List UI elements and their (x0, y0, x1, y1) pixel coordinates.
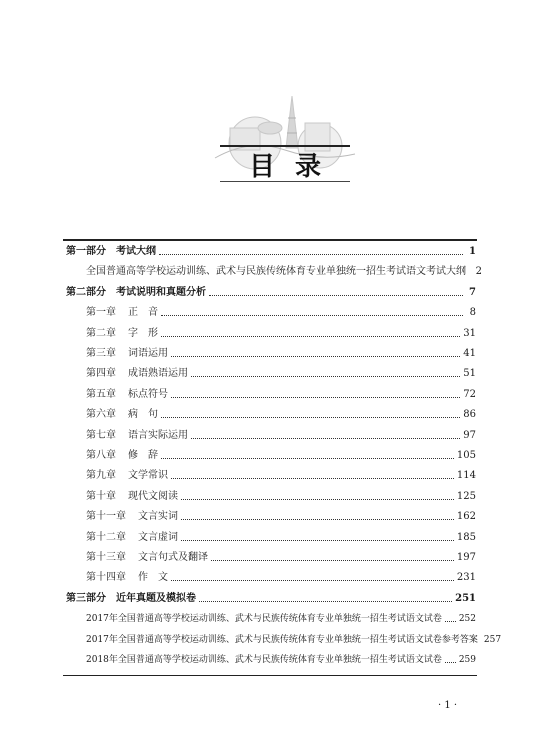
toc-entry-label: 第二章 (86, 327, 116, 339)
toc-entry[interactable] (86, 325, 476, 343)
toc-entry[interactable] (86, 345, 476, 363)
toc-entry[interactable] (86, 304, 476, 322)
toc-page-number: 2 (475, 266, 482, 278)
toc-entry-title: 近年真题及模拟卷 (116, 592, 196, 604)
toc-dot-leader (171, 355, 460, 357)
toc-entry[interactable] (86, 427, 476, 445)
toc-dot-leader (171, 396, 460, 398)
toc-page-number: 97 (463, 429, 476, 441)
toc-page-number: 197 (456, 552, 476, 563)
toc-entry-title: 作 文 (138, 572, 168, 584)
toc-entry-title: 文学常识 (128, 470, 168, 482)
toc-entry-title: 2017年全国普通高等学校运动训练、武术与民族传统体育专业单独统一招生考试语文试卷参考答案 (86, 634, 478, 645)
toc-entry-title: 考试说明和真题分析 (116, 286, 206, 298)
toc-entry[interactable] (86, 610, 476, 628)
toc-dot-leader (159, 253, 463, 255)
toc-page-number: 41 (463, 348, 476, 359)
toc-entry-title: 文言句式及翻译 (138, 552, 208, 563)
toc-entry-label: 第九章 (86, 470, 116, 482)
toc-entry[interactable] (86, 263, 482, 281)
page-number: · 1 · (438, 700, 458, 711)
toc-entry[interactable] (86, 365, 476, 383)
toc-entry-label: 第十二章 (86, 531, 126, 543)
toc-dot-leader (445, 661, 456, 663)
toc-entry[interactable] (86, 467, 476, 485)
toc-entry-label: 第二部分 (66, 286, 106, 298)
toc-entry[interactable] (86, 488, 476, 506)
toc-entry-label: 第五章 (86, 388, 116, 400)
toc-entry[interactable] (66, 284, 476, 302)
toc-entry[interactable] (86, 631, 502, 649)
toc-entry-label: 第八章 (86, 450, 116, 461)
toc-dot-leader (181, 518, 454, 520)
toc-page-number: 51 (463, 368, 476, 380)
toc-entry[interactable] (86, 529, 476, 547)
title-block (220, 148, 350, 180)
toc-bottom-rule (63, 675, 477, 676)
toc-entry[interactable] (66, 590, 476, 608)
toc-page-number: 114 (456, 470, 476, 482)
toc-entry-title: 全国普通高等学校运动训练、武术与民族传统体育专业单独统一招生考试语文考试大纲 (86, 266, 466, 278)
toc-dot-leader (161, 457, 454, 459)
toc-page-number: 1 (469, 246, 476, 257)
toc-entry-title: 病 句 (128, 409, 158, 421)
toc-page-number: 31 (463, 327, 476, 339)
toc-dot-leader (181, 498, 454, 500)
toc-entry-title: 2017年全国普通高等学校运动训练、武术与民族传统体育专业单独统一招生考试语文试卷 (86, 614, 442, 625)
toc-top-rule (63, 239, 477, 241)
toc-entry-label: 第三部分 (66, 592, 106, 604)
toc-entry-label: 第四章 (86, 368, 116, 380)
toc-dot-leader (171, 477, 454, 479)
toc-entry-title: 2018年全国普通高等学校运动训练、武术与民族传统体育专业单独统一招生考试语文试卷 (86, 655, 442, 665)
toc-page-number: 72 (463, 388, 476, 400)
toc-dot-leader (191, 437, 460, 439)
toc-entry[interactable] (86, 508, 476, 526)
toc-dot-leader (211, 559, 454, 561)
toc-page-number: 86 (463, 409, 476, 421)
toc-page-number: 7 (469, 286, 476, 298)
toc-entry-label: 第十章 (86, 490, 116, 502)
toc-entry-title: 标点符号 (128, 388, 168, 400)
toc-entry-label: 第三章 (86, 348, 116, 359)
toc-dot-leader (161, 416, 460, 418)
toc-dot-leader (191, 375, 460, 377)
toc-page-number: 257 (483, 634, 502, 645)
title-bottom-rule (220, 181, 350, 182)
toc-dot-leader (209, 294, 463, 296)
toc-entry-label: 第一部分 (66, 246, 106, 257)
toc-dot-leader (161, 314, 463, 316)
toc-dot-leader (445, 620, 456, 622)
toc-entry-title: 字 形 (128, 327, 158, 339)
toc-dot-leader (171, 579, 454, 581)
toc-entry-label: 第十一章 (86, 511, 126, 523)
toc-page-number: 125 (456, 490, 476, 502)
toc-entry[interactable] (86, 406, 476, 424)
toc-dot-leader (199, 600, 452, 602)
toc-page-number: 8 (469, 307, 476, 319)
toc-entry-title: 文言虚词 (138, 531, 178, 543)
toc-entry-title: 修 辞 (128, 450, 158, 461)
toc-entry[interactable] (86, 549, 476, 567)
toc-entry-title: 正 音 (128, 307, 158, 319)
toc-page-number: 252 (458, 614, 476, 625)
toc-entry-title: 现代文阅读 (128, 490, 178, 502)
toc-page-number: 185 (456, 531, 476, 543)
toc-page-number: 162 (456, 511, 476, 523)
toc-entry-title: 语言实际运用 (128, 429, 188, 441)
toc-page-number: 251 (455, 592, 476, 604)
toc-dot-leader (181, 539, 454, 541)
toc-entry-title: 文言实词 (138, 511, 178, 523)
toc-entry[interactable] (86, 386, 476, 404)
toc-entry-label: 第十三章 (86, 552, 126, 563)
toc-entry-label: 第六章 (86, 409, 116, 421)
toc-entry-label: 第十四章 (86, 572, 126, 584)
toc-entry[interactable] (86, 569, 476, 587)
toc-entry-label: 第一章 (86, 307, 116, 319)
toc-entry[interactable] (86, 447, 476, 465)
toc-entry-title: 考试大纲 (116, 246, 156, 257)
toc-entry-label: 第七章 (86, 429, 116, 441)
toc-page-number: 259 (458, 655, 476, 665)
toc-entry[interactable] (66, 243, 476, 261)
toc-entry[interactable] (86, 651, 476, 669)
page-title: 目录 (248, 151, 341, 182)
toc-page-number: 105 (456, 450, 476, 461)
toc-dot-leader (161, 335, 460, 337)
toc-page-number: 231 (456, 572, 476, 584)
toc-entry-title: 成语熟语运用 (128, 368, 188, 380)
toc-entry-title: 词语运用 (128, 348, 168, 359)
